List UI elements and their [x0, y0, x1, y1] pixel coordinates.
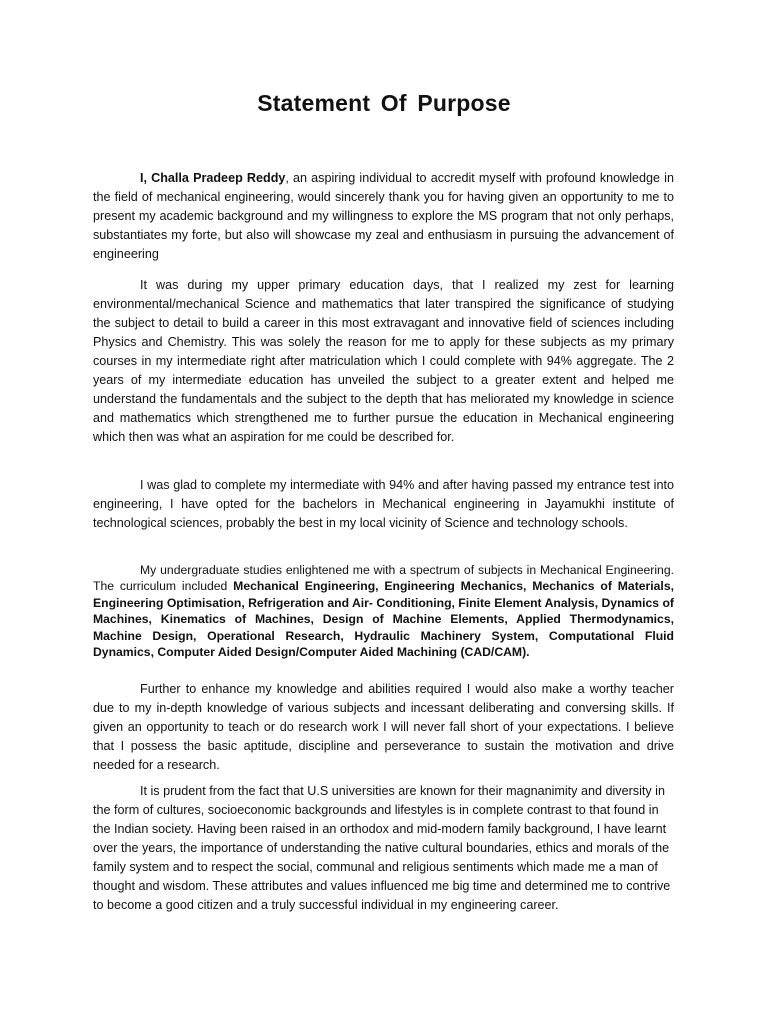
paragraph-early-education: It was during my upper primary education days, that I realized my zest for learning environmental/mechanical Science and mathematics that later transpired the significance of studying the subject to detail to build a career in this most extravagant and innovative field of sciences including Physics and Chemistry. This was solely the reason for me to apply for these subjects as my primary courses in my intermediate right after matriculation which I could complete with 94% aggregate. The 2 years of my intermediate education has unveiled the subject to a greater extent and helped me understand the fundamentals and the subject to the depth that has meliorated my knowledge in science and mathematics which strengthened me to further pursue the education in Mechanical engineering which then was what an aspiration for me could be described for.	[93, 278, 674, 444]
page-title: Statement Of Purpose	[257, 90, 511, 116]
author-name: I, Challa Pradeep Reddy	[140, 171, 286, 185]
paragraph-text: , an aspiring individual to accredit myself with profound knowledge in the field of mechanical engineering, would sincerely thank you for having given an opportunity to me to present my academic background and my willingness to explore the MS program that not only perhaps, substantiates my forte, but also will showcase my zeal and enthusiasm in pursuing the advancement of engineering	[93, 171, 674, 261]
paragraph-intermediate: I was glad to complete my intermediate with 94% and after having passed my entrance test into engineering, I have opted for the bachelors in Mechanical engineering in Jayamukhi institute of technological sciences, probably the best in my local vicinity of Science and technology schools.	[93, 478, 674, 530]
curriculum-list: Mechanical Engineering, Engineering Mechanics, Mechanics of Materials, Engineering Optimisation, Refrigeration and Air- Conditioning, Finite Element Analysis, Dynamics of Machines, Kinematics of Machines, Design of Machine Elements, Applied Thermodynamics, Machine Design, Operational Research, Hydraulic Machinery System, Computational Fluid Dynamics, Computer Aided Design/Computer Aided Machining (CAD/CAM).	[93, 579, 674, 660]
paragraph-undergraduate	[93, 562, 674, 660]
paragraph-us-universities: It is prudent from the fact that U.S universities are known for their magnanimity and diversity in the form of cultures, socioeconomic backgrounds and lifestyles is in complete contrast to that found in the Indian society. Having been raised in an orthodox and mid-modern family background, I have learnt over the years, the importance of understanding the native cultural boundaries, ethics and morals of the family system and to respect the social, communal and religious sentiments which made me a man of thought and wisdom. These attributes and values influenced me big time and determined me to contrive to become a good citizen and a truly successful individual in my engineering career.	[93, 784, 671, 912]
paragraph-introduction	[93, 169, 674, 264]
paragraph-teaching: Further to enhance my knowledge and abilities required I would also make a worthy teacher due to my in-depth knowledge of various subjects and incessant deliberating and conversing skills. If given an opportunity to teach or do research work I will never fall short of your expectations. I believe that I possess the basic aptitude, discipline and perseverance to sustain the motivation and drive needed for a research.	[93, 682, 674, 772]
paragraph-text: My undergraduate studies enlightened me with a spectrum of subjects in Mechanical Engineering. The curriculum included	[93, 563, 674, 594]
